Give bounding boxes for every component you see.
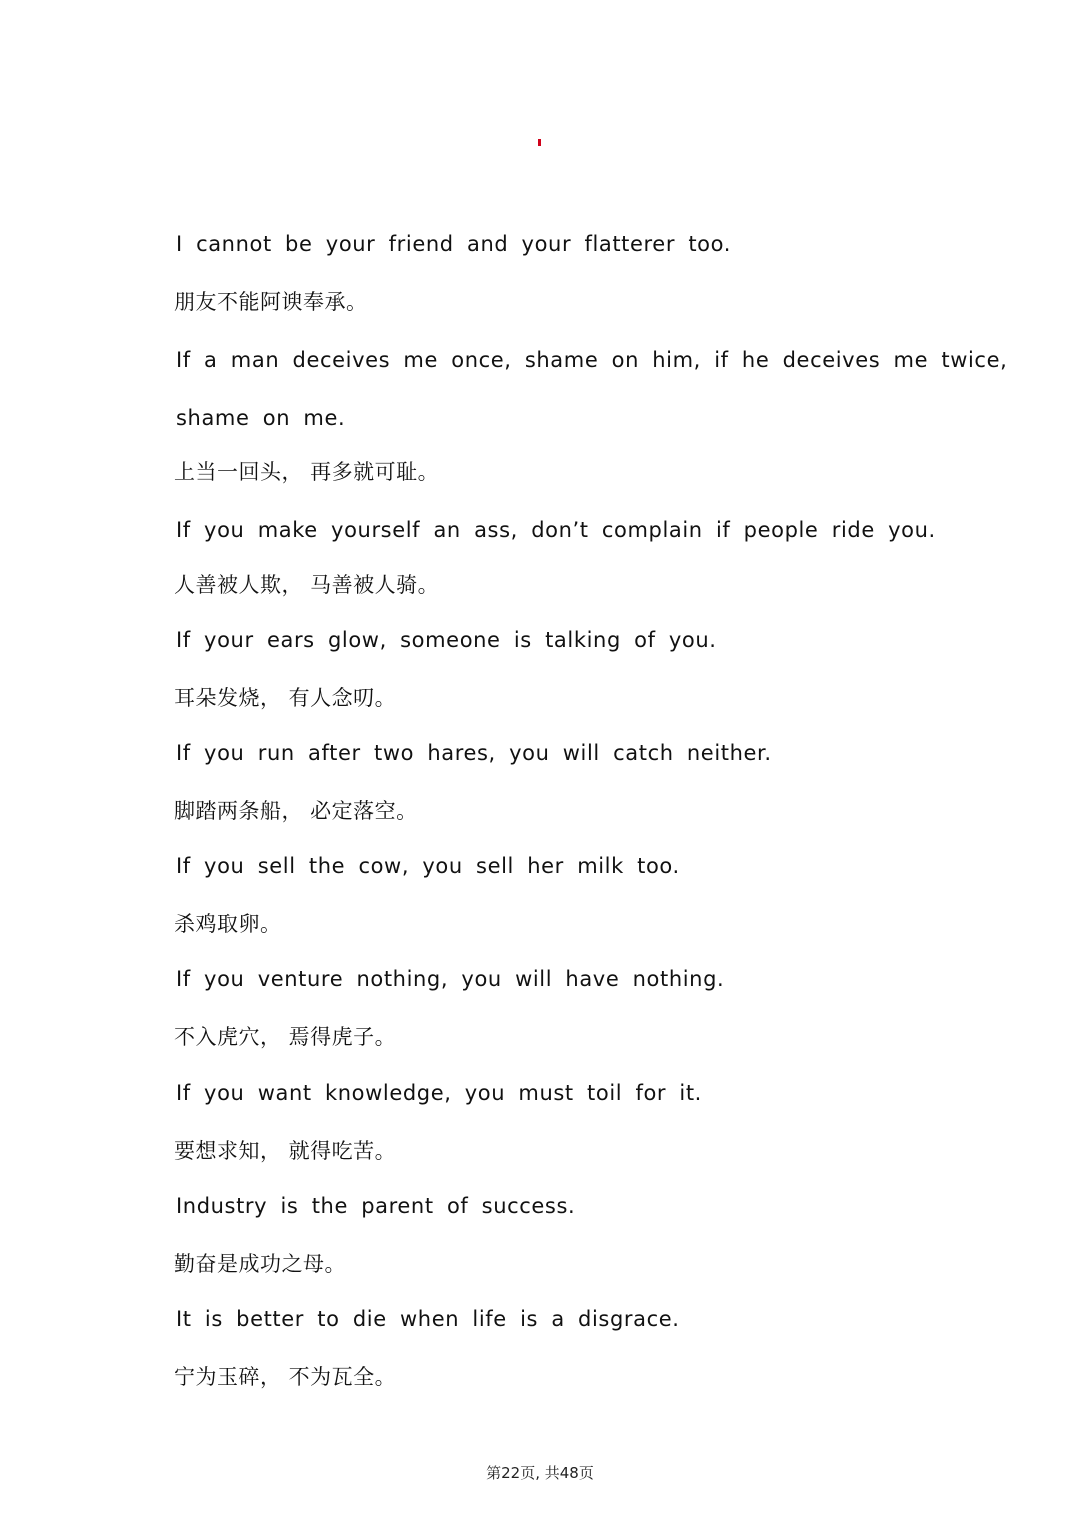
proverb-chinese: 上当一回头， 再多就可耻。 xyxy=(174,460,440,484)
proverb-chinese: 朋友不能阿谀奉承。 xyxy=(174,290,368,314)
proverb-english: If your ears glow, someone is talking of you. xyxy=(176,628,717,652)
page-number-footer: 第22页, 共48页 xyxy=(486,1464,594,1482)
proverb-english: shame on me. xyxy=(176,406,346,430)
proverb-english: It is better to die when life is a disgrace. xyxy=(176,1307,680,1331)
proverb-chinese: 宁为玉碎， 不为瓦全。 xyxy=(174,1365,397,1389)
proverb-chinese: 不入虎穴， 焉得虎子。 xyxy=(174,1025,397,1049)
proverb-english: Industry is the parent of success. xyxy=(176,1194,576,1218)
proverb-english: If a man deceives me once, shame on him, if he deceives me twice, xyxy=(176,348,1008,372)
proverb-english: If you sell the cow, you sell her milk too. xyxy=(176,854,680,878)
proverb-english: If you want knowledge, you must toil for it. xyxy=(176,1081,702,1105)
proverb-chinese: 勤奋是成功之母。 xyxy=(174,1252,346,1276)
proverb-english: If you make yourself an ass, don’t complain if people ride you. xyxy=(176,518,936,542)
proverb-chinese: 耳朵发烧， 有人念叨。 xyxy=(174,686,397,710)
proverb-english: If you venture nothing, you will have nothing. xyxy=(176,967,725,991)
proverb-english: I cannot be your friend and your flatterer too. xyxy=(176,232,731,256)
proverb-chinese: 人善被人欺， 马善被人骑。 xyxy=(174,573,440,597)
proverb-english: If you run after two hares, you will catch neither. xyxy=(176,741,772,765)
proverb-chinese: 要想求知， 就得吃苦。 xyxy=(174,1139,397,1163)
proverb-chinese: 杀鸡取卵。 xyxy=(174,912,282,936)
proverb-chinese: 脚踏两条船， 必定落空。 xyxy=(174,799,418,823)
